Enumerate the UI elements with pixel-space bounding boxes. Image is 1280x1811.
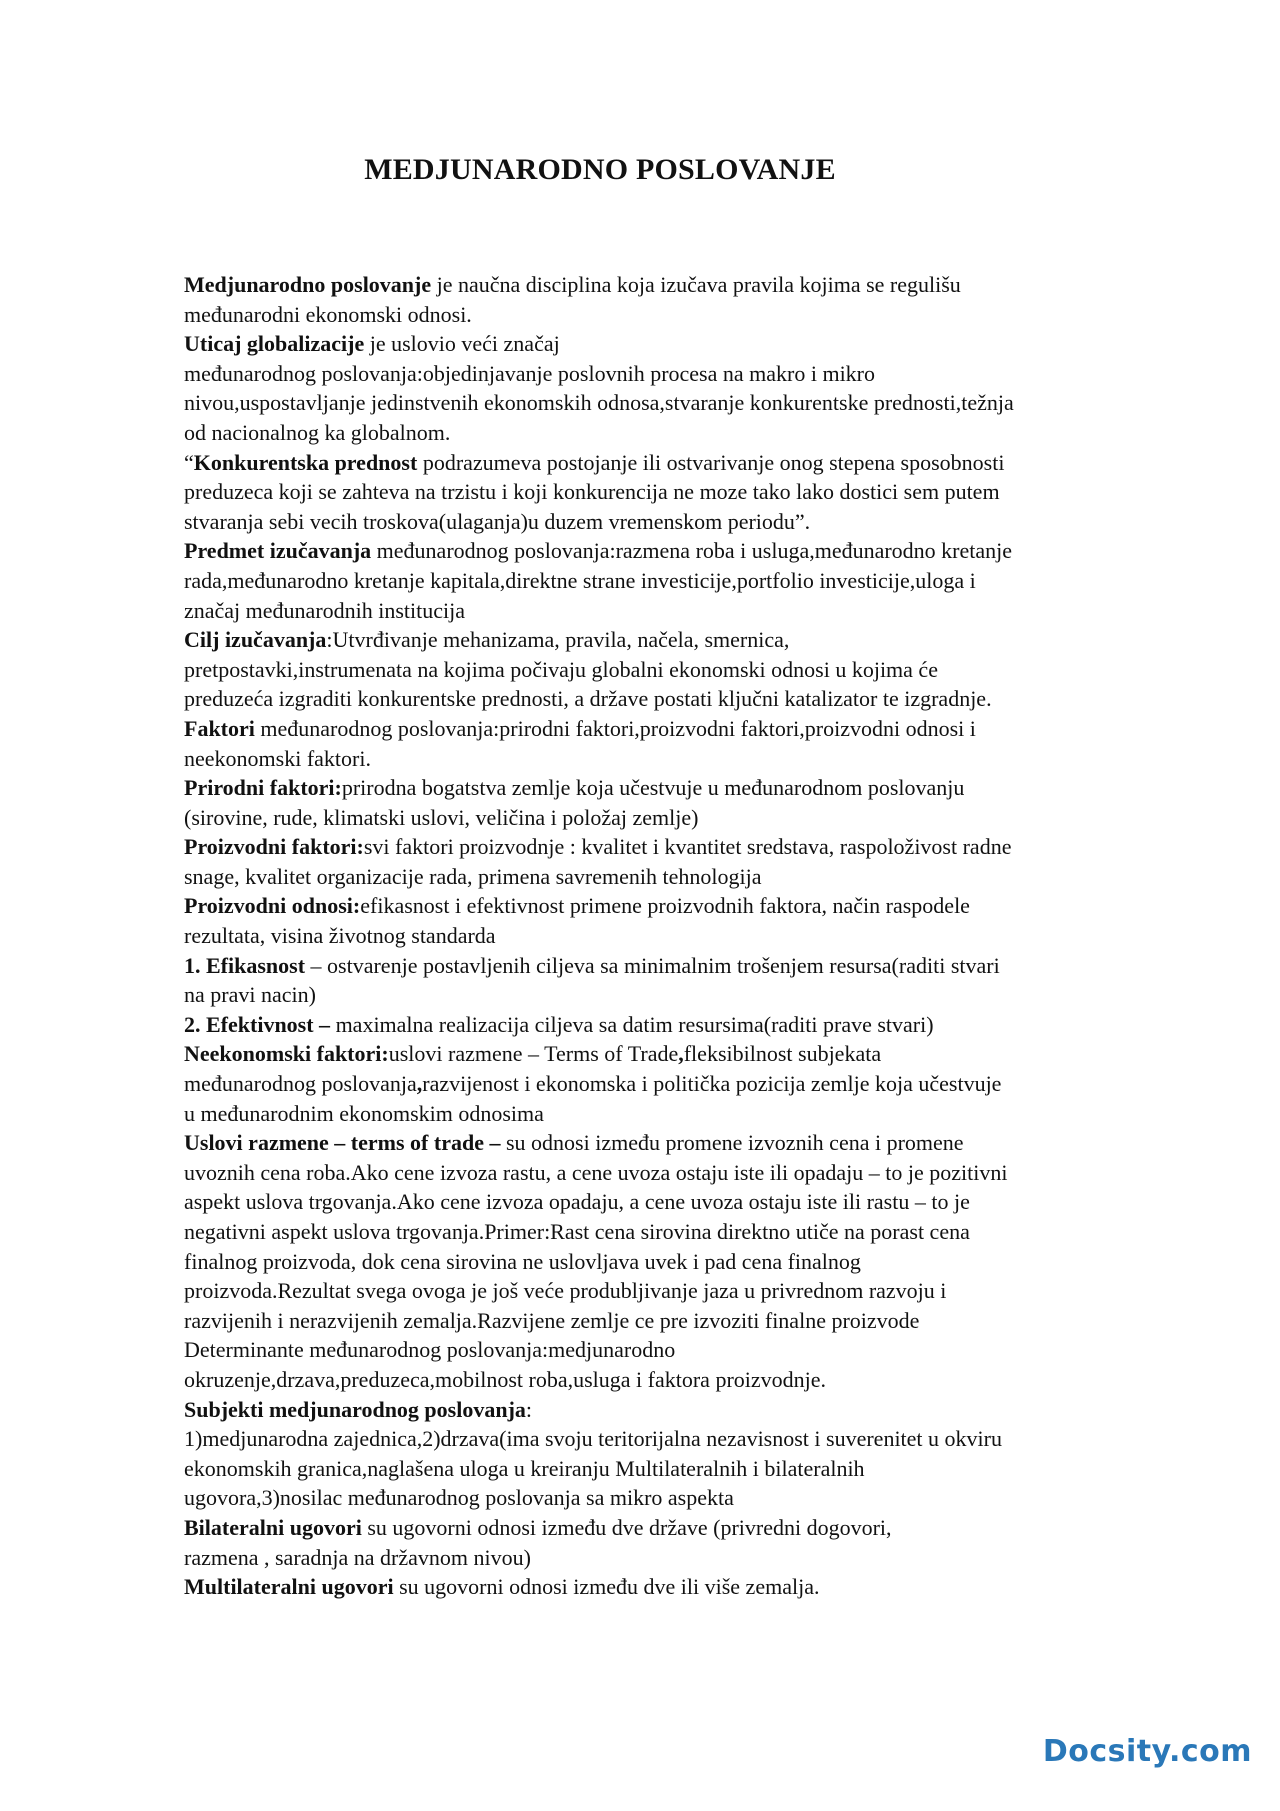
text-line: [184, 832, 1169, 862]
text-line: [184, 1572, 1169, 1602]
text-line: [184, 1069, 1169, 1099]
bold-term: Predmet izučavanja: [184, 538, 372, 564]
text-line: [184, 803, 1169, 833]
text-run: “: [184, 449, 194, 475]
text-run: preduzeca koji se zahteva na trzistu i koji konkurencija ne moze tako lako dostici sem putem: [184, 479, 1000, 505]
text-run: uvoznih cena roba.Ako cene izvoza rastu, a cene uvoza ostaju iste ili opadaju – to je pozitivni: [184, 1159, 1008, 1185]
text-run: su ugovorni odnosi između dve ili više zemalja.: [393, 1574, 820, 1600]
text-run: negativni aspekt uslova trgovanja.Primer:Rast cena sirovina direktno utiče na porast cena: [184, 1219, 970, 1244]
text-run: 1)medjunarodna zajednica,2)drzava(ima svoju teritorijalna nezavisnost i suverenitet u okviru: [184, 1426, 1002, 1452]
text-line: [184, 773, 1169, 803]
text-run: je uslovio veći značaj: [364, 331, 560, 357]
text-line: [184, 862, 1169, 892]
text-run: svi faktori proizvodnje : kvalitet i kvantitet sredstava, raspoloživost radne: [363, 834, 1012, 860]
text-line: [184, 1483, 1169, 1513]
text-line: [184, 1276, 1169, 1306]
bold-term: Uslovi razmene – terms of trade –: [184, 1130, 501, 1156]
text-run: efikasnost i efektivnost primene proizvodnih faktora, način raspodele: [360, 893, 970, 919]
text-line: [184, 684, 1169, 714]
text-line: [184, 744, 1169, 774]
text-line: [184, 1513, 1169, 1543]
text-line: [184, 536, 1169, 566]
text-run: pretpostavki,instrumenata na kojima počivaju globalni ekonomski odnosi u kojima će: [184, 656, 938, 682]
text-run: snage, kvalitet organizacije rada, primena savremenih tehnologija: [184, 863, 762, 889]
bold-term: Konkurentska prednost: [193, 449, 418, 475]
text-line: [184, 1306, 1169, 1336]
text-line: [184, 359, 1169, 389]
text-line: [184, 1247, 1169, 1277]
text-run: :: [525, 1396, 533, 1422]
bold-term: Proizvodni faktori:: [184, 834, 364, 860]
text-line: [184, 1187, 1169, 1217]
text-line: [184, 329, 1169, 359]
text-line: [184, 1454, 1169, 1484]
text-run: u međunarodnim ekonomskim odnosima: [184, 1100, 544, 1126]
text-run: su ugovorni odnosi između dve države (privredni dogovori,: [361, 1514, 892, 1540]
text-line: [184, 270, 1169, 300]
text-line: [184, 1128, 1169, 1158]
bold-term: ,: [678, 1041, 684, 1067]
text-run: uslovi razmene – Terms of Trade: [388, 1041, 679, 1067]
bold-term: Neekonomski faktori:: [184, 1041, 389, 1067]
bold-term: Prirodni faktori:: [184, 775, 342, 801]
text-line: [184, 300, 1169, 330]
text-line: [184, 951, 1169, 981]
text-run: ugovora,3)nosilac međunarodnog poslovanja sa mikro aspekta: [184, 1485, 734, 1511]
text-line: [184, 1158, 1169, 1188]
text-run: neekonomski faktori.: [184, 745, 371, 771]
text-line: [184, 507, 1169, 537]
text-line: [184, 980, 1169, 1010]
text-run: fleksibilnost subjekata: [683, 1041, 882, 1067]
text-run: podrazumeva postojanje ili ostvarivanje onog stepena sposobnosti: [417, 449, 1005, 475]
text-line: [184, 1099, 1169, 1129]
text-run: razvijenih i nerazvijenih zemalja.Razvijene zemlje ce pre izvoziti finalne proizvode: [184, 1307, 920, 1333]
text-run: međunarodnog poslovanja:objedinjavanje poslovnih procesa na makro i mikro: [184, 360, 876, 386]
text-line: [184, 921, 1169, 951]
text-run: prirodna bogatstva zemlje koja učestvuje u međunarodnom poslovanju: [341, 775, 965, 801]
text-line: [184, 477, 1169, 507]
text-line: [184, 596, 1169, 626]
text-run: finalnog proizvoda, dok cena sirovina ne uslovljava uvek i pad cena finalnog: [184, 1248, 861, 1274]
text-line: [184, 1217, 1169, 1247]
text-line: [184, 1365, 1169, 1395]
text-run: na pravi nacin): [184, 982, 316, 1008]
text-line: [184, 1424, 1169, 1454]
text-run: rada,međunarodno kretanje kapitala,direktne strane investicije,portfolio investicije,uloga i: [184, 567, 976, 593]
text-run: međunarodni ekonomski odnosi.: [184, 301, 472, 327]
text-line: [184, 625, 1169, 655]
text-run: preduzeća izgraditi konkurentske prednosti, a države postati ključni katalizator te izgradnje.: [184, 686, 992, 712]
text-run: rezultata, visina životnog standarda: [184, 923, 496, 949]
text-line: [184, 566, 1169, 596]
text-run: međunarodnog poslovanja:prirodni faktori,proizvodni faktori,proizvodni odnosi i: [254, 715, 976, 741]
text-line: [184, 448, 1169, 478]
bold-term: Uticaj globalizacije: [184, 331, 365, 357]
bold-term: Faktori: [184, 715, 255, 741]
text-line: [184, 1543, 1169, 1573]
text-run: razvijenost i ekonomska i politička pozicija zemlje koja učestvuje: [422, 1071, 1002, 1097]
text-line: [184, 388, 1169, 418]
bold-term: 2. Efektivnost –: [184, 1011, 331, 1037]
text-run: nivou,uspostavljanje jedinstvenih ekonomskih odnosa,stvaranje konkurentske prednosti,težnja: [184, 390, 1014, 416]
bold-term: Cilj izučavanja: [184, 627, 327, 653]
text-run: je naučna disciplina koja izučava pravila kojima se regulišu: [431, 272, 961, 297]
text-run: maximalna realizacija ciljeva sa datim resursima(raditi prave stvari): [330, 1011, 934, 1037]
text-run: su odnosi između promene izvoznih cena i promene: [500, 1130, 964, 1156]
text-line: [184, 1335, 1169, 1365]
text-line: [184, 655, 1169, 685]
bold-term: Proizvodni odnosi:: [184, 893, 361, 919]
text-run: od nacionalnog ka globalnom.: [184, 419, 451, 445]
text-run: aspekt uslova trgovanja.Ako cene izvoza opadaju, a cene uvoza ostaju iste ili rastu – to je: [184, 1189, 970, 1215]
text-run: stvaranja sebi vecih troskova(ulaganja)u duzem vremenskom periodu”.: [184, 508, 811, 534]
text-run: razmena , saradnja na državnom nivou): [184, 1544, 531, 1570]
document-body: [184, 270, 1169, 1602]
text-run: značaj međunarodnih institucija: [184, 597, 466, 623]
bold-term: 1. Efikasnost: [184, 952, 306, 978]
text-run: :Utvrđivanje mehanizama, pravila, načela, smernica,: [326, 627, 790, 653]
text-run: – ostvarenje postavljenih ciljeva sa minimalnim trošenjem resursa(raditi stvari: [305, 952, 1000, 978]
text-line: [184, 891, 1169, 921]
text-line: [184, 418, 1169, 448]
text-run: Determinante međunarodnog poslovanja:medjunarodno: [184, 1337, 676, 1363]
bold-term: Subjekti medjunarodnog poslovanja: [184, 1396, 526, 1422]
bold-term: Bilateralni ugovori: [184, 1514, 362, 1540]
text-line: [184, 714, 1169, 744]
page-title: MEDJUNARODNO POSLOVANJE: [364, 153, 836, 186]
bold-term: Medjunarodno poslovanje: [184, 272, 432, 297]
bold-term: ,: [416, 1071, 423, 1097]
bold-term: Multilateralni ugovori: [184, 1574, 394, 1600]
text-run: međunarodnog poslovanja:razmena roba i usluga,međunarodno kretanje: [371, 538, 1013, 564]
docsity-watermark-logo: Docsity.com: [1042, 1734, 1252, 1769]
text-run: proizvoda.Rezultat svega ovoga je još veće produbljivanje jaza u privrednom razvoju i: [184, 1278, 947, 1304]
text-line: [184, 1010, 1169, 1040]
text-run: okruzenje,drzava,preduzeca,mobilnost roba,usluga i faktora proizvodnje.: [184, 1366, 827, 1392]
text-run: međunarodnog poslovanja: [184, 1071, 417, 1097]
text-run: ekonomskih granica,naglašena uloga u kreiranju Multilateralnih i bilateralnih: [184, 1455, 865, 1481]
text-run: (sirovine, rude, klimatski uslovi, veličina i položaj zemlje): [184, 804, 699, 830]
text-line: [184, 1039, 1169, 1069]
text-line: [184, 1395, 1169, 1425]
